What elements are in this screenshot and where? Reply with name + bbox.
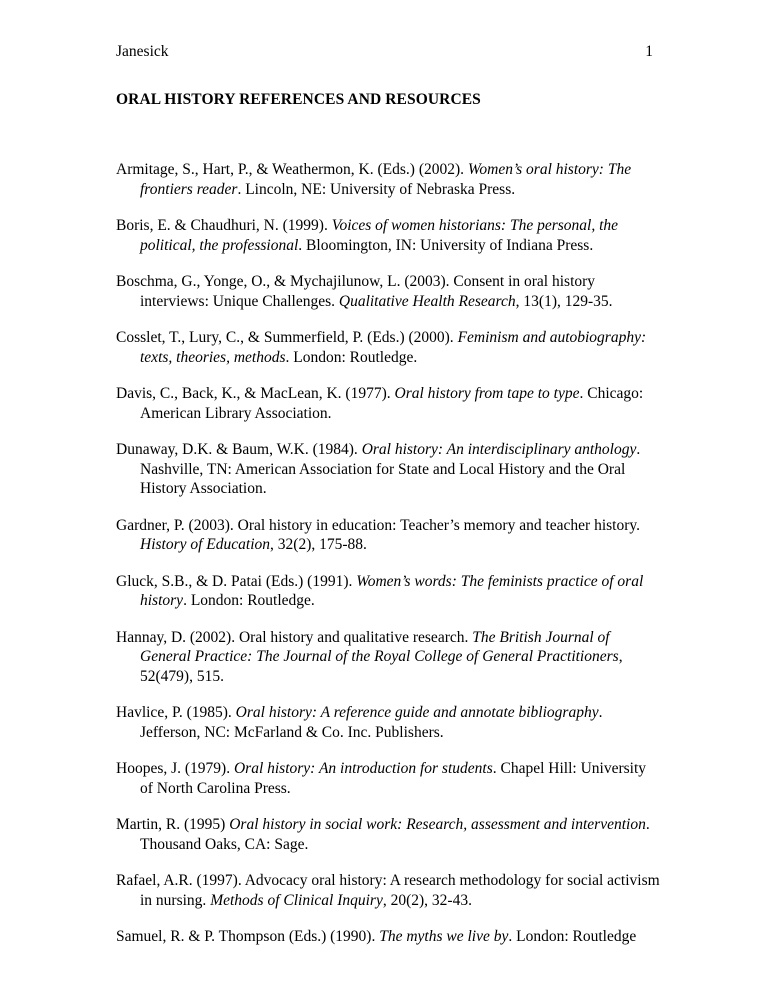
reference-text: Cosslet, T., Lury, C., & Summerfield, P. (Eds.) (2000). [116,329,458,346]
reference-title: The myths we live by [379,928,509,945]
reference-title: Voices of women historians: The personal, the political, the professional [140,217,619,254]
page-number: 1 [645,43,653,60]
reference-title: Oral history: An interdisciplinary anthology [361,441,637,458]
reference-item [116,628,661,687]
reference-item [116,384,661,423]
reference-text: Havlice, P. (1985). [116,704,236,721]
reference-item [116,216,661,255]
reference-publication: , 20(2), 32-43. [382,891,472,909]
reference-item [116,160,661,199]
reference-publication: , 52(479), 515. [140,648,623,685]
reference-text: Davis, C., Back, K., & MacLean, K. (1977). [116,385,395,402]
reference-title: Oral history from tape to type [394,385,580,402]
reference-item [116,927,661,947]
reference-item [116,815,661,854]
reference-text: Boris, E. & Chaudhuri, N. (1999). [116,217,332,234]
reference-text: Hannay, D. (2002). Oral history and qualitative research. [116,628,473,646]
reference-title: History of Education [140,536,271,553]
reference-text: Dunaway, D.K. & Baum, W.K. (1984). [116,441,362,458]
reference-publication: , 32(2), 175-88. [270,536,367,553]
reference-title: Women’s words: The feminists practice of oral history [140,572,644,609]
reference-title: Qualitative Health Research [338,292,516,310]
reference-item [116,759,661,798]
reference-text: Gluck, S.B., & D. Patai (Eds.) (1991). [116,572,357,590]
reference-text: Hoopes, J. (1979). [116,760,234,777]
reference-publication: , 13(1), 129-35. [515,292,613,310]
reference-publication: . London: Routledge. [183,592,315,609]
reference-title: Methods of Clinical Inquiry [210,891,383,909]
reference-text: Boschma, G., Yonge, O., & Mychajilunow, L. (2003). Consent in oral history interviews: Unique Challenges. [116,273,596,310]
running-header-author: Janesick [116,43,169,60]
reference-publication: . Lincoln, NE: University of Nebraska Press. [237,180,516,198]
reference-title: Feminism and autobiography: texts, theories, methods [140,329,647,366]
reference-publication: . Jefferson, NC: McFarland & Co. Inc. Publishers. [140,704,603,741]
reference-list [116,160,661,964]
reference-item [116,703,661,742]
reference-text: Rafael, A.R. (1997). Advocacy oral history: A research methodology for social activism in nursing. [116,872,660,909]
reference-publication: . Chicago: American Library Association. [140,385,644,422]
reference-publication: . Thousand Oaks, CA: Sage. [140,816,650,853]
reference-item [116,328,661,367]
reference-title: Oral history in social work: Research, assessment and intervention [229,816,646,833]
reference-title: Oral history: An introduction for students [233,760,493,777]
reference-publication: . Chapel Hill: University of North Carolina Press. [140,760,647,797]
reference-text: Armitage, S., Hart, P., & Weathermon, K. (Eds.) (2002). [116,161,468,178]
reference-text: Martin, R. (1995) [116,816,230,833]
reference-publication: . Nashville, TN: American Association for State and Local History and the Oral History Association. [140,441,641,497]
reference-publication: . London: Routledge. [285,348,418,366]
document-title: ORAL HISTORY REFERENCES AND RESOURCES [116,91,481,108]
reference-publication: . Bloomington, IN: University of Indiana Press. [298,236,594,254]
reference-item [116,440,661,499]
reference-title: Oral history: A reference guide and annotate bibliography [235,704,599,721]
reference-title: The British Journal of General Practice: The Journal of the Royal College of General Practitioners [140,628,619,665]
reference-publication: . London: Routledge [508,928,637,945]
reference-text: Gardner, P. (2003). Oral history in education: Teacher’s memory and teacher history. [116,516,640,534]
reference-item [116,871,661,910]
reference-item [116,572,661,611]
reference-text: Samuel, R. & P. Thompson (Eds.) (1990). [116,928,380,945]
reference-item [116,516,661,555]
reference-item [116,272,661,311]
reference-title: Women’s oral history: The frontiers reader [140,161,632,198]
